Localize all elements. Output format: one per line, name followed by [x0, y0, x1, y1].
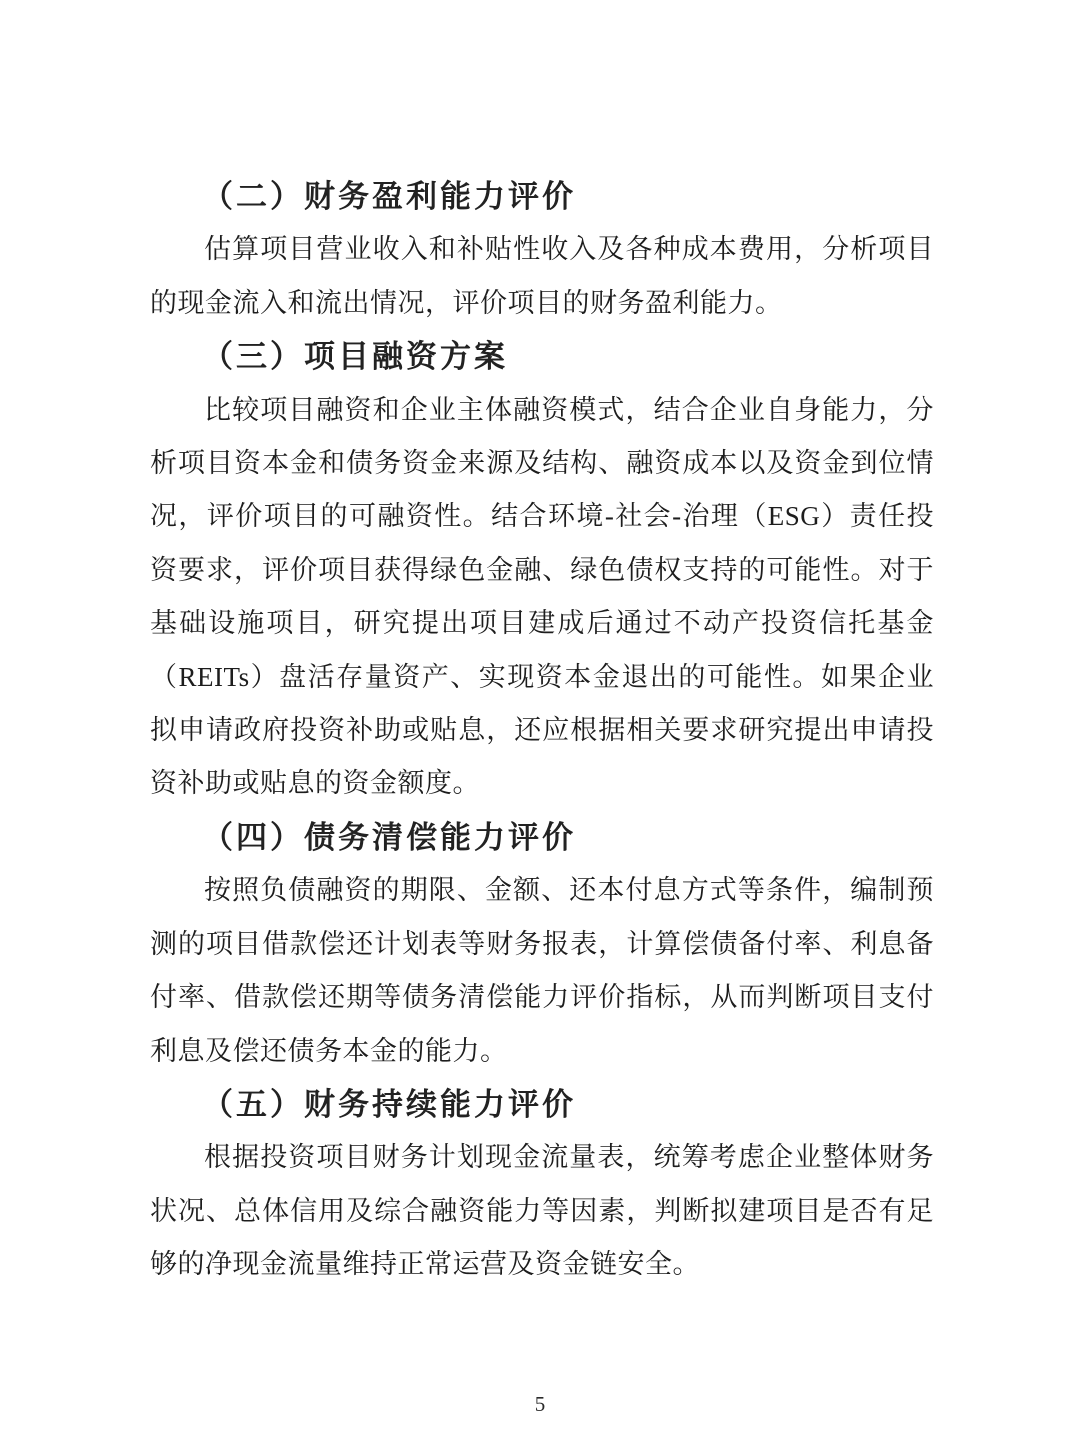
section-heading-3: （三）项目融资方案	[202, 339, 508, 375]
page-number: 5	[534, 1392, 546, 1416]
section-body-3: 比较项目融资和企业主体融资模式，结合企业自身能力，分析项目资本金和债务资金来源及结构、融资成本以及资金到位情况，评价项目的可融资性。结合环境-社会-治理（ESG）责任投资要求，评价项目获得绿色金融、绿色债权支持的可能性。对于基础设施项目，研究提出项目建成后通过不动产投资信托基金（REITs）盘活存量资产、实现资本金退出的可能性。如果企业拟申请政府投资补助或贴息，还应根据相关要求研究提出申请投资补助或贴息的资金额度。	[150, 394, 934, 799]
section-body-5: 根据投资项目财务计划现金流量表，统筹考虑企业整体财务状况、总体信用及综合融资能力等因素，判断拟建项目是否有足够的净现金流量维持正常运营及资金链安全。	[150, 1142, 934, 1280]
section-body-4: 按照负债融资的期限、金额、还本付息方式等条件，编制预测的项目借款偿还计划表等财务报表，计算偿债备付率、利息备付率、借款偿还期等债务清偿能力评价指标，从而判断项目支付利息及偿还债务本金的能力。	[150, 875, 934, 1066]
section-heading-2: （二）财务盈利能力评价	[202, 179, 576, 214]
section-heading-5: （五）财务持续能力评价	[202, 1086, 576, 1122]
section-body-2: 估算项目营业收入和补贴性收入及各种成本费用，分析项目的现金流入和流出情况，评价项目的财务盈利能力。	[150, 234, 934, 318]
document-content	[150, 170, 934, 1292]
section-heading-4: （四）债务清偿能力评价	[202, 819, 576, 855]
